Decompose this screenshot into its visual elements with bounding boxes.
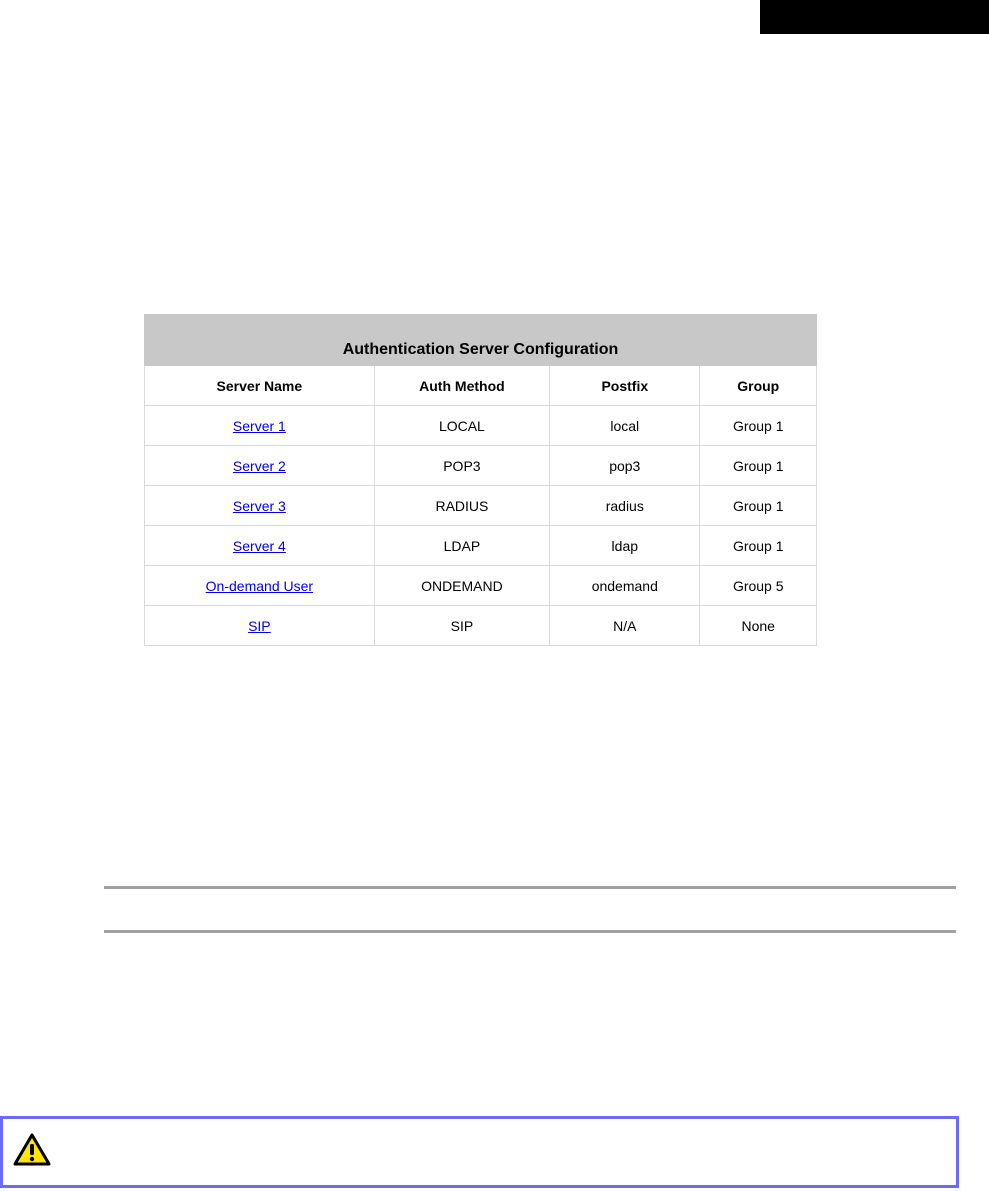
auth-method-cell: ONDEMAND xyxy=(374,566,549,606)
table-row xyxy=(145,446,817,486)
table-row xyxy=(145,526,817,566)
table-title: Authentication Server Configuration xyxy=(145,315,817,366)
group-cell: Group 1 xyxy=(700,526,817,566)
header-group: Group xyxy=(700,366,817,406)
table-row xyxy=(145,606,817,646)
server-link[interactable]: Server 4 xyxy=(232,537,286,554)
server-link[interactable]: Server 2 xyxy=(232,457,286,474)
server-name-cell xyxy=(145,486,375,526)
server-link[interactable]: On-demand User xyxy=(205,577,314,594)
server-name-cell xyxy=(145,566,375,606)
auth-method-cell: SIP xyxy=(374,606,549,646)
postfix-cell: N/A xyxy=(550,606,700,646)
group-cell: Group 1 xyxy=(700,406,817,446)
warning-box xyxy=(0,1116,959,1188)
header-postfix: Postfix xyxy=(550,366,700,406)
auth-method-cell: LDAP xyxy=(374,526,549,566)
server-name-cell xyxy=(145,446,375,486)
postfix-cell: ldap xyxy=(550,526,700,566)
warning-icon xyxy=(13,1133,51,1167)
auth-method-cell: RADIUS xyxy=(374,486,549,526)
postfix-cell: ondemand xyxy=(550,566,700,606)
auth-method-cell: LOCAL xyxy=(374,406,549,446)
server-link[interactable]: SIP xyxy=(248,617,271,634)
auth-server-config-table xyxy=(144,314,817,646)
table-row xyxy=(145,566,817,606)
server-name-cell xyxy=(145,606,375,646)
group-cell: Group 1 xyxy=(700,446,817,486)
table-header-row xyxy=(145,366,817,406)
server-link[interactable]: Server 1 xyxy=(232,417,286,434)
postfix-cell: pop3 xyxy=(550,446,700,486)
postfix-cell: local xyxy=(550,406,700,446)
group-cell: None xyxy=(700,606,817,646)
header-server-name: Server Name xyxy=(145,366,375,406)
table-title-row xyxy=(145,315,817,366)
auth-method-cell: POP3 xyxy=(374,446,549,486)
table-row xyxy=(145,406,817,446)
group-cell: Group 1 xyxy=(700,486,817,526)
server-link[interactable]: Server 3 xyxy=(232,497,286,514)
divider-top xyxy=(104,886,956,889)
postfix-cell: radius xyxy=(550,486,700,526)
table-row xyxy=(145,486,817,526)
group-cell: Group 5 xyxy=(700,566,817,606)
header-auth-method: Auth Method xyxy=(374,366,549,406)
header-tab xyxy=(760,0,989,34)
server-name-cell xyxy=(145,526,375,566)
divider-bottom xyxy=(104,930,956,933)
server-name-cell xyxy=(145,406,375,446)
